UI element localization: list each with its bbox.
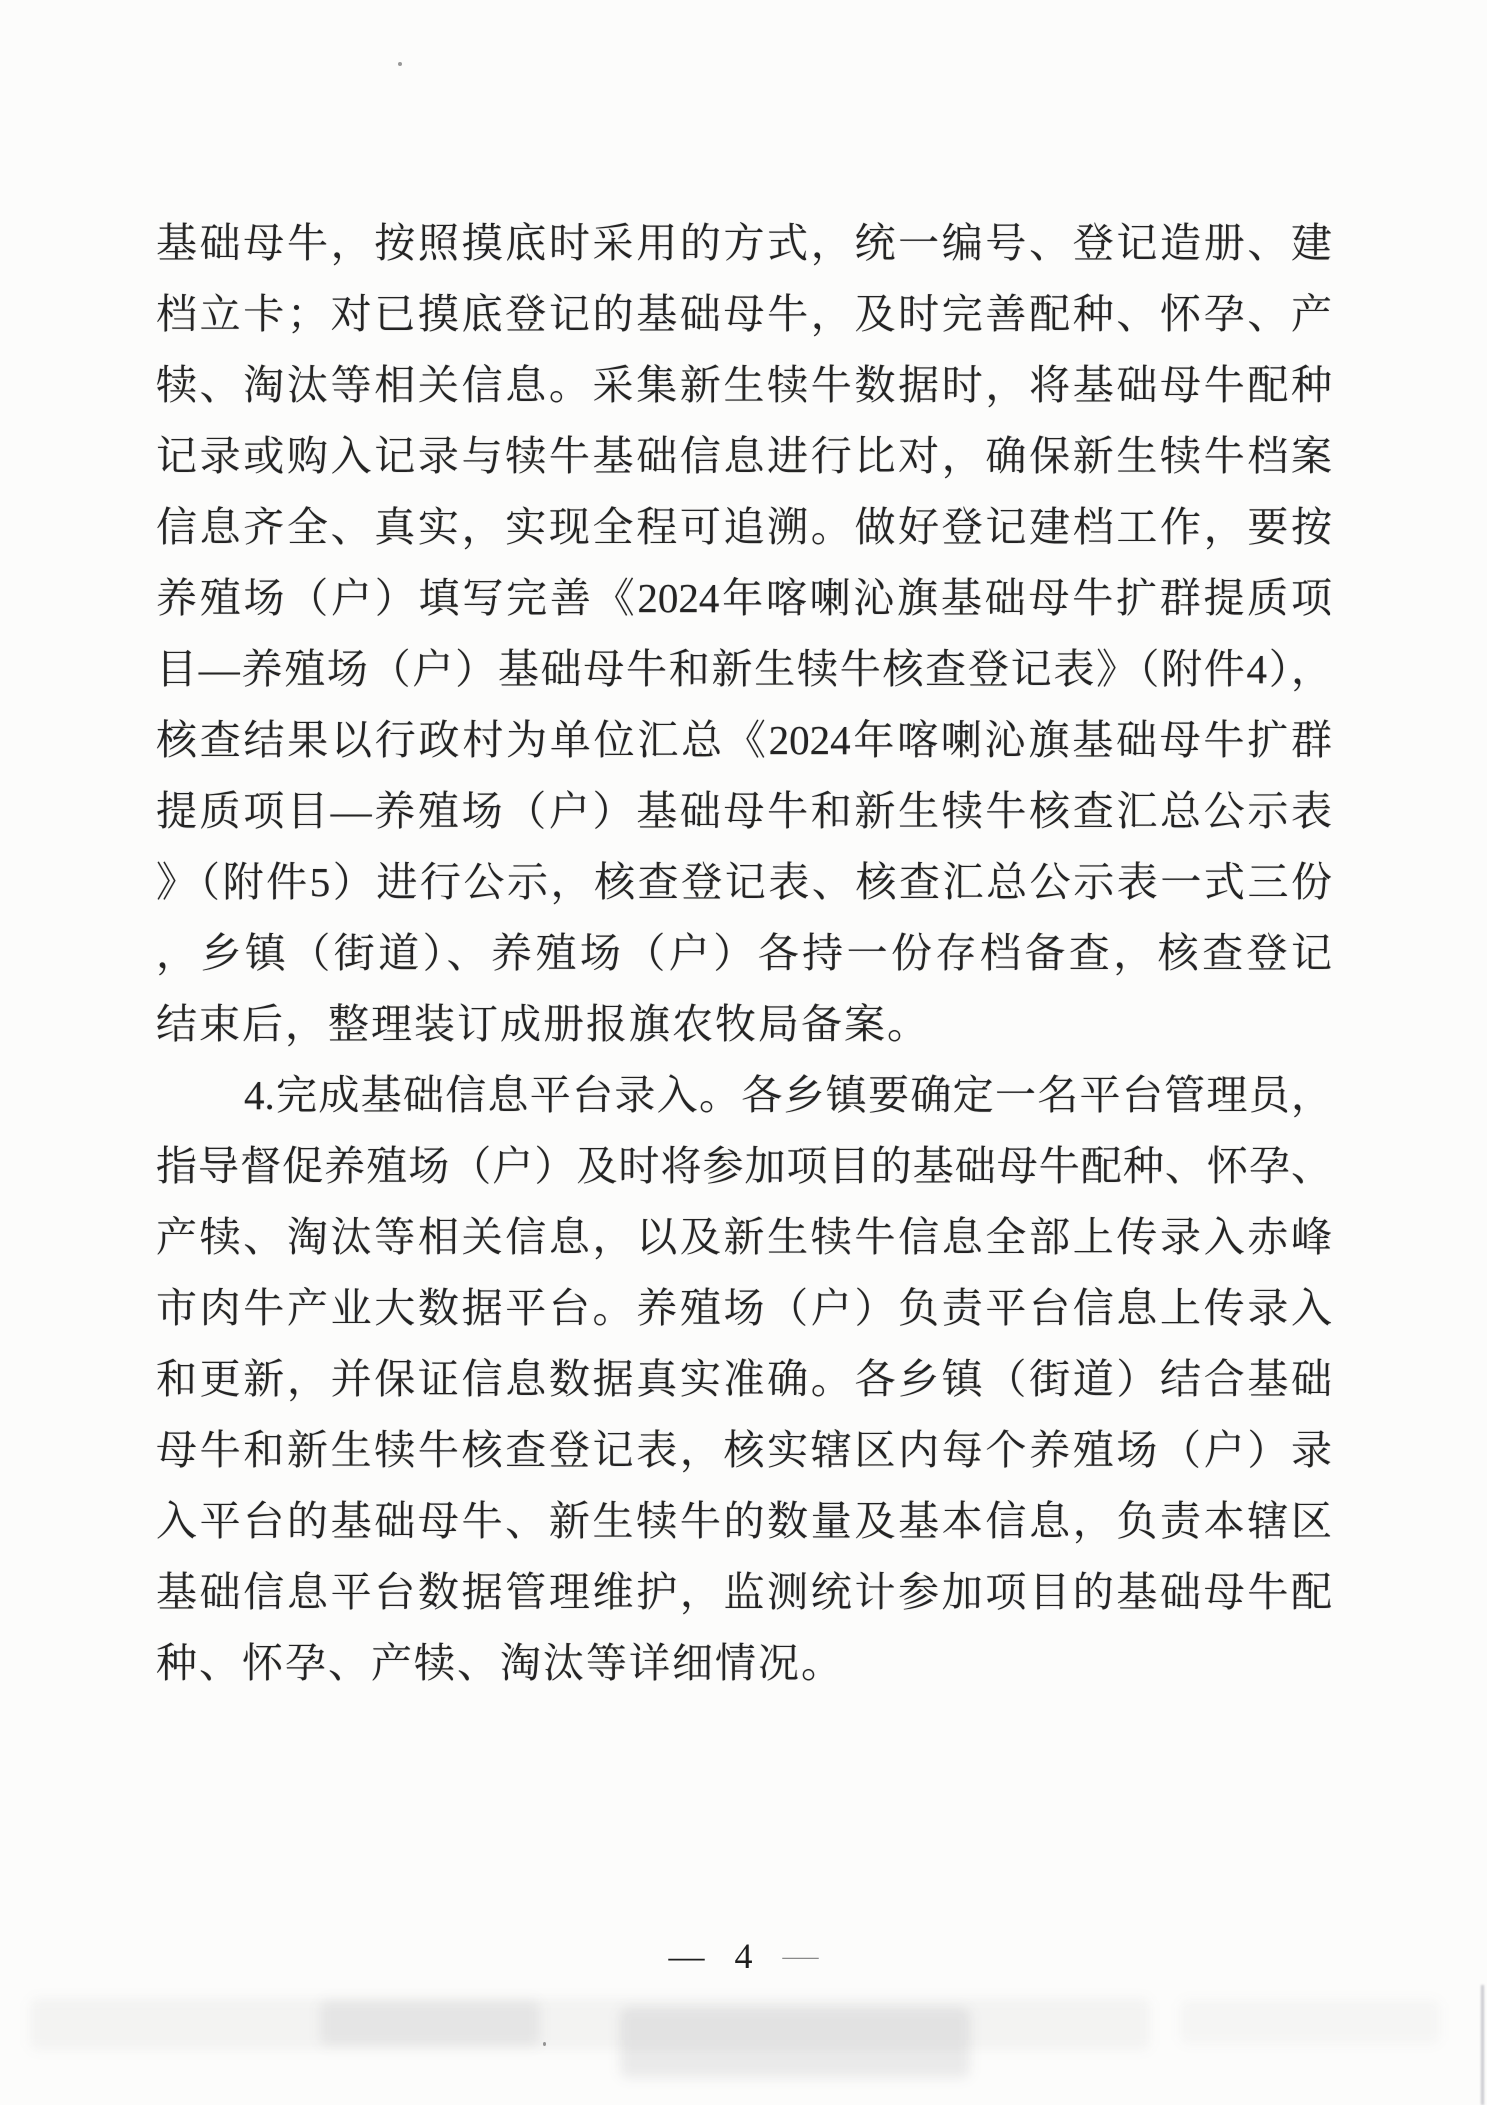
text-line: 养殖场（户）填写完善《2024年喀喇沁旗基础母牛扩群提质项 <box>156 575 1332 621</box>
text-line-paragraph-end: 结束后，整理装订成册报旗农牧局备案。 <box>156 1001 930 1047</box>
text-line: 入平台的基础母牛、新生犊牛的数量及基本信息，负责本辖区 <box>156 1498 1332 1544</box>
text-line: 基础母牛，按照摸底时采用的方式，统一编号、登记造册、建 <box>156 220 1332 266</box>
text-line: 市肉牛产业大数据平台。养殖场（户）负责平台信息上传录入 <box>156 1285 1332 1331</box>
text-line-paragraph-start: 4.完成基础信息平台录入。各乡镇要确定一名平台管理员， <box>244 1072 1332 1118</box>
text-line-paragraph-end: 种、怀孕、产犊、淘汰等详细情况。 <box>156 1640 844 1686</box>
scan-bleedthrough-artifact <box>620 2008 970 2078</box>
page-number-dash-right: — <box>782 1942 819 1970</box>
text-line: 》（附件5）进行公示，核查登记表、核查汇总公示表一式三份 <box>156 859 1332 905</box>
scan-speck <box>543 2042 546 2046</box>
scan-speck <box>398 62 402 66</box>
scan-bleedthrough-artifact <box>320 2000 540 2046</box>
text-line: 目—养殖场（户）基础母牛和新生犊牛核查登记表》（附件4）， <box>156 646 1332 692</box>
text-line: 提质项目—养殖场（户）基础母牛和新生犊牛核查汇总公示表 <box>156 788 1332 834</box>
document-body <box>156 208 1332 1699</box>
text-line: 指导督促养殖场（户）及时将参加项目的基础母牛配种、怀孕、 <box>156 1143 1332 1189</box>
text-line: 记录或购入记录与犊牛基础信息进行比对，确保新生犊牛档案 <box>156 433 1332 479</box>
scan-bleedthrough-artifact <box>1180 2000 1440 2044</box>
text-line: 产犊、淘汰等相关信息，以及新生犊牛信息全部上传录入赤峰 <box>156 1214 1332 1260</box>
scan-speck <box>699 752 702 755</box>
text-line: 和更新，并保证信息数据真实准确。各乡镇（街道）结合基础 <box>156 1356 1332 1402</box>
text-line: ，乡镇（街道）、养殖场（户）各持一份存档备查，核查登记 <box>156 930 1332 976</box>
text-line: 犊、淘汰等相关信息。采集新生犊牛数据时，将基础母牛配种 <box>156 362 1332 408</box>
page-footer <box>0 1928 1487 1984</box>
page-edge-shadow <box>1481 1985 1484 2105</box>
text-line: 信息齐全、真实，实现全程可追溯。做好登记建档工作，要按 <box>156 504 1332 550</box>
page-number: 4 <box>734 1936 753 1976</box>
text-line: 档立卡；对已摸底登记的基础母牛，及时完善配种、怀孕、产 <box>156 291 1332 337</box>
text-line: 母牛和新生犊牛核查登记表，核实辖区内每个养殖场（户）录 <box>156 1427 1332 1473</box>
scan-bleedthrough-artifact <box>30 1998 1150 2050</box>
page-number-dash-left: — <box>668 1936 705 1976</box>
text-line: 基础信息平台数据管理维护，监测统计参加项目的基础母牛配 <box>156 1569 1332 1615</box>
text-line: 核查结果以行政村为单位汇总《2024年喀喇沁旗基础母牛扩群 <box>156 717 1332 763</box>
